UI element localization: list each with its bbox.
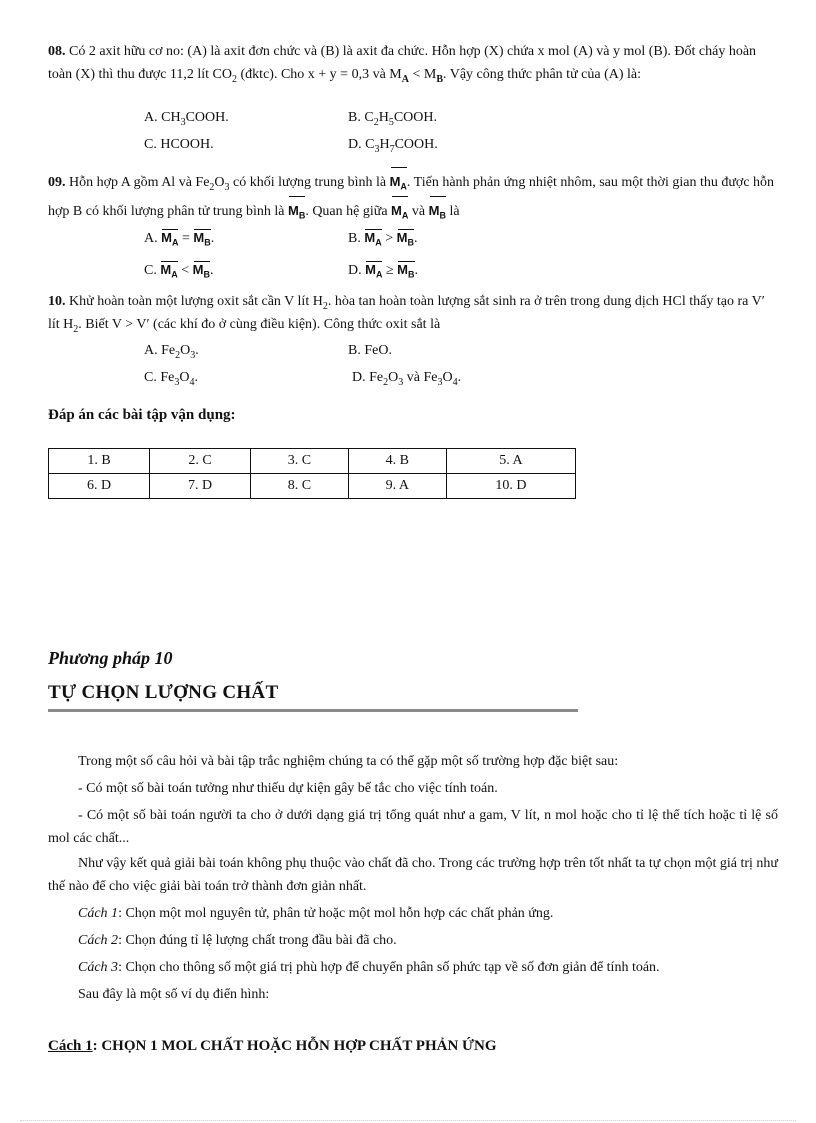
table-cell: 6. D — [49, 474, 150, 499]
table-cell: 2. C — [150, 449, 251, 474]
option-a[interactable]: A. $Fe_2O_3$. — [144, 343, 199, 361]
table-cell: 5. A — [446, 449, 575, 474]
way-item: Cách 3: Chọn cho thông số một giá trị phù hợp để chuyển phân số phức tạp về số đơn giản để tính toán. — [78, 960, 660, 975]
option-a[interactable]: A. $CH_3COOH$. — [144, 110, 229, 128]
option-c[interactable]: C. HCOOH. — [144, 137, 214, 152]
table-row — [49, 474, 576, 499]
intro-paragraph: Như vậy kết quả giải bài toán không phụ thuộc vào chất đã cho. Trong các trường hợp trên tốt nhất ta tự chọn một giá trị như thế nào để cho việc giải bài toán trở thành đơn giản nhất. — [48, 856, 778, 894]
question-text: Có 2 axit hữu cơ no: (A) là axit đơn chức và (B) là axit đa chức. Hỗn hợp (X) chứa x mol (A) và y mol (B). Đốt cháy hoàn toàn (X) thì thu được 11,2 lít $CO_2$ (đktc). Cho x + y = 0,3 và $M_A < M_B$. Vậy công thức phân tử của (A) là: — [48, 44, 757, 85]
question-08 — [48, 40, 778, 86]
table-cell: 8. C — [251, 474, 349, 499]
method-label: Phương pháp 10 — [48, 648, 173, 668]
option-c[interactable]: C. $M_A < M_B$. — [144, 262, 214, 280]
page-footer-line — [20, 1120, 796, 1121]
question-10 — [48, 290, 778, 336]
way-item: Cách 1: Chọn một mol nguyên tử, phân tử hoặc một mol hỗn hợp các chất phản ứng. — [78, 906, 554, 921]
option-b[interactable]: B. FeO. — [348, 343, 392, 358]
option-d[interactable]: D. $Fe_2O_3$ và $Fe_3O_4$. — [352, 370, 462, 388]
mean-mass-b: $M_B$ — [288, 197, 305, 225]
answers-table — [48, 448, 576, 499]
intro-paragraph: Trong một số câu hỏi và bài tập trắc nghiệm chúng ta có thể gặp một số trường hợp đặc biệt sau: — [78, 754, 619, 769]
option-b[interactable]: B. $C_2H_5COOH$. — [348, 110, 437, 128]
option-c[interactable]: C. $Fe_3O_4$. — [144, 370, 198, 388]
examples-intro: Sau đây là một số ví dụ điển hình: — [78, 987, 270, 1002]
option-b[interactable]: B. $M_A > M_B$. — [348, 230, 418, 248]
intro-paragraph: - Có một số bài toán người ta cho ở dưới dạng giá trị tổng quát như a gam, V lít, n mol hoặc cho tỉ lệ thể tích hoặc tỉ lệ số mol các chất... — [48, 808, 778, 846]
way-item: Cách 2: Chọn đúng tỉ lệ lượng chất trong đầu bài đã cho. — [78, 933, 397, 948]
title-underline — [48, 709, 578, 712]
intro-paragraph: - Có một số bài toán tưởng như thiếu dự kiện gây bế tắc cho việc tính toán. — [78, 781, 498, 796]
option-d[interactable]: D. $C_3H_7COOH$. — [348, 137, 438, 155]
question-text: Khử hoàn toàn một lượng oxit sắt cần V lít $H_2$. hòa tan hoàn toàn lượng sắt sinh ra ở trên trong dung dịch HCl thấy tạo ra V′ lít $H_2$. Biết V > V′ (các khí đo ở cùng điều kiện). Công thức oxit sắt là — [48, 294, 765, 335]
question-number: 09. — [48, 175, 66, 190]
question-number: 08. — [48, 44, 66, 59]
section-heading: Cách 1: CHỌN 1 MOL CHẤT HOẶC HỖN HỢP CHẤT PHẢN ỨNG — [48, 1038, 497, 1054]
mean-mass-a: $M_A$ — [390, 168, 407, 196]
table-cell: 4. B — [348, 449, 446, 474]
question-text: Hỗn hợp A gồm Al và $Fe_2O_3$ có khối lượng trung bình là $M_A$. Tiến hành phản ứng nhiệt nhôm, sau một thời gian thu được hỗn hợp B có khối lượng phân tử trung bình là $M_B$. Quan hệ giữa $M_A$ và $M_B$ là — [48, 175, 774, 219]
table-cell: 1. B — [49, 449, 150, 474]
table-cell: 7. D — [150, 474, 251, 499]
table-row — [49, 449, 576, 474]
answers-heading: Đáp án các bài tập vận dụng: — [48, 407, 236, 423]
table-cell: 10. D — [446, 474, 575, 499]
page-title: TỰ CHỌN LƯỢNG CHẤT — [48, 682, 279, 703]
option-d[interactable]: D. $M_A \ge M_B$. — [348, 262, 418, 280]
table-cell: 3. C — [251, 449, 349, 474]
option-a[interactable]: A. $M_A = M_B$. — [144, 230, 215, 248]
question-number: 10. — [48, 294, 66, 309]
table-cell: 9. A — [348, 474, 446, 499]
question-09 — [48, 168, 778, 226]
